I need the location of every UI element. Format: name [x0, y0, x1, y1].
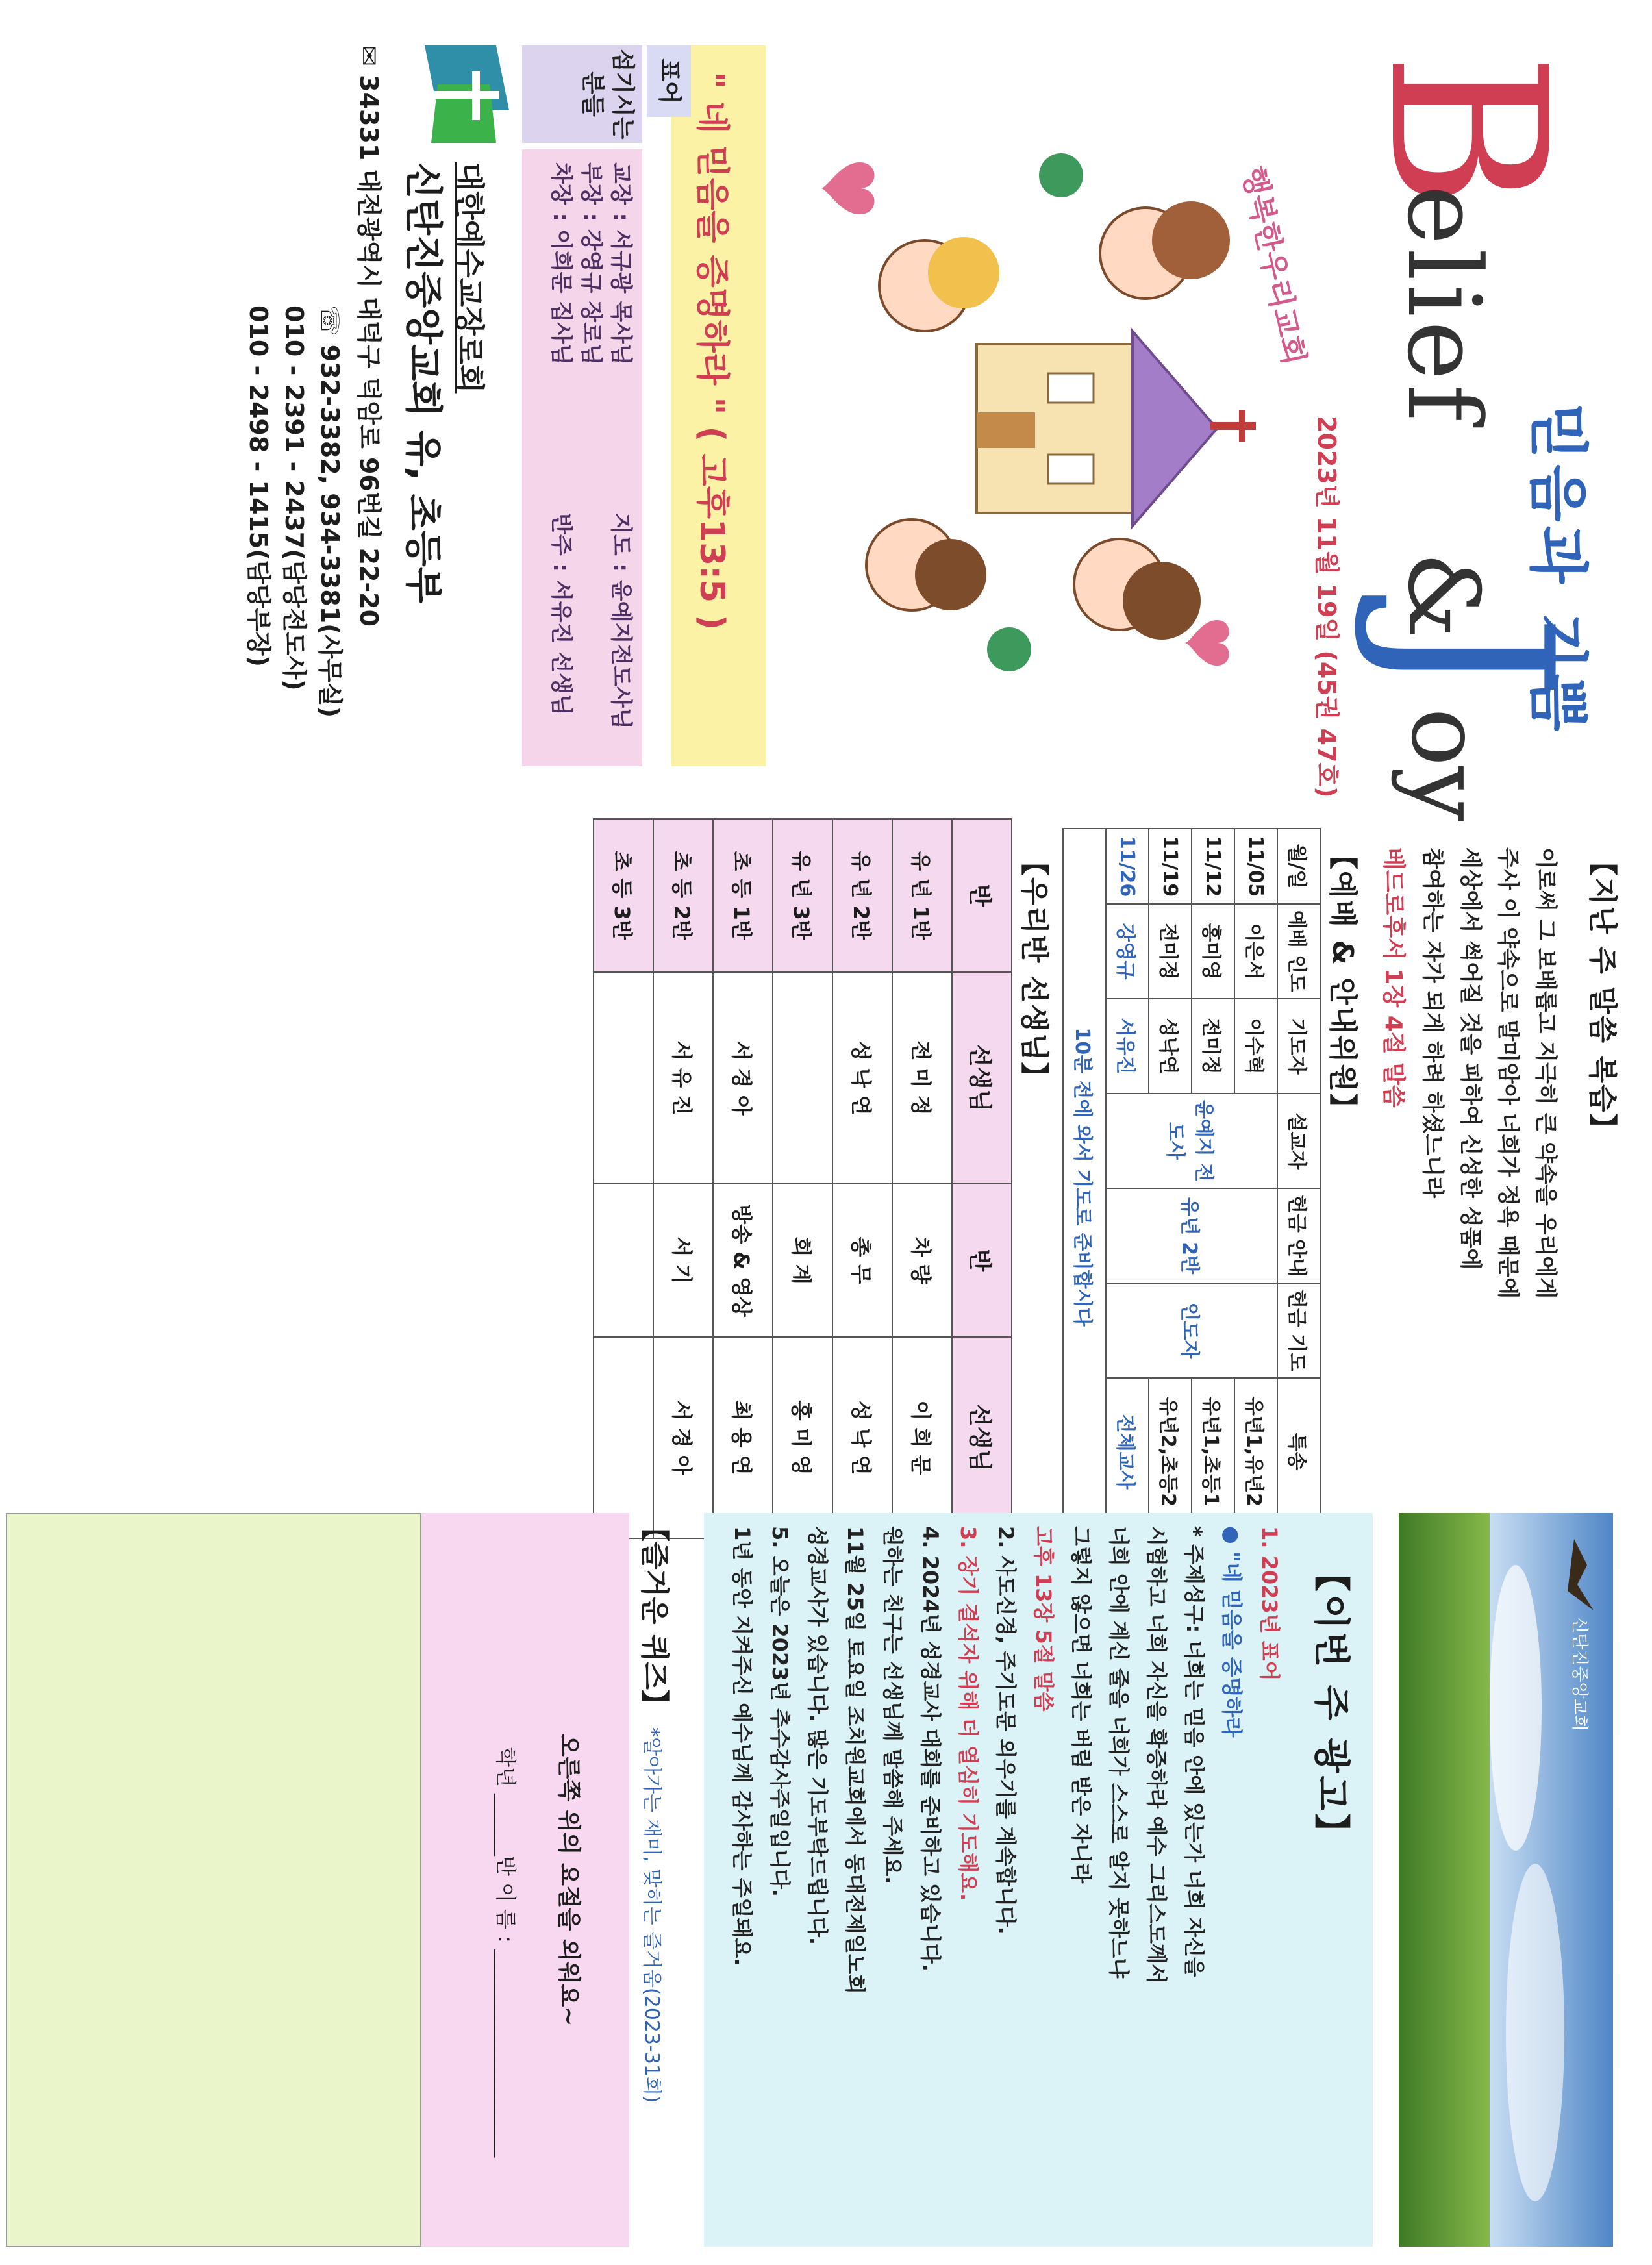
staff-row-2 [576, 162, 606, 753]
announcement-item: 1년 동안 지켜주신 예수님께 감사하는 주일돼요. [730, 1526, 755, 1966]
worship-title: 【예배 & 안내위원】 [1326, 841, 1359, 1123]
col-offering-guide: 헌금 안내 [1277, 1188, 1320, 1283]
cell-leader: 홍미영 [1192, 904, 1234, 999]
announcement-item: 고후 13장 5절 말씀 [1031, 1526, 1056, 1712]
table-row [653, 819, 713, 1538]
cell-role: 차 량 [892, 1184, 952, 1337]
yearly-verse: " 네 믿음을 증명하라 " ( 고후13:5 ) [692, 71, 731, 631]
church-logo-icon [425, 45, 509, 143]
phone-evangelist: 010 - 2391 - 2437(담당전도사) [280, 305, 308, 691]
staff-row-1 [606, 162, 636, 753]
announcement-item: 시험하고 너희 자신을 확증하라 예수 그리스도께서 [1144, 1526, 1169, 1984]
review-reference: 베드로후서 1장 4절 말씀 [1380, 847, 1407, 1108]
issue-date: 2023년 11월 19일 (45권 47호) [1312, 416, 1341, 798]
korean-title: 믿음과 기쁨 [1523, 403, 1592, 736]
banner-caption: 신탄진중앙교회 [1570, 1617, 1589, 1731]
announcement-list [723, 1526, 1288, 2234]
staff-row-3 [546, 162, 576, 753]
teacher-title: 【우리반 선생님】 [1018, 847, 1051, 1092]
col-special-song: 특송 [1277, 1378, 1320, 1525]
col-role: 반 [952, 1184, 1012, 1337]
table-row [832, 819, 892, 1538]
col-date: 월/일 [1277, 829, 1320, 904]
cell-date: 11/12 [1192, 829, 1234, 904]
cell-role-teacher: 서 경 아 [653, 1337, 713, 1538]
quiz-title: 【즐거운 퀴즈】 [638, 1513, 671, 1718]
announcement-title: 【이번 주 광고】 [1310, 1555, 1352, 1853]
cell-teacher [594, 972, 653, 1184]
review-line: 주사 이 약속으로 말미암아 너희가 정욕 때문에 [1495, 847, 1521, 1299]
col-preacher: 설교자 [1277, 1094, 1320, 1188]
cell-special-song: 전체교사 [1106, 1378, 1149, 1525]
worship-notice: 10분 전에 와서 기도로 준비합시다 [1063, 829, 1106, 1525]
review-line: 이로써 그 보배롭고 지극히 큰 약속을 우리에게 [1533, 847, 1558, 1299]
cell-preacher: 윤예지 전도사 [1106, 1094, 1277, 1188]
table-header-row [952, 819, 1012, 1538]
cell-class: 초 등 2반 [653, 819, 713, 972]
cell-offering-guide: 유년 2반 [1106, 1188, 1277, 1283]
cell-special-song: 유년2,초등2 [1149, 1378, 1192, 1525]
cell-class: 유 년 2반 [832, 819, 892, 972]
announcement-item: 너희 안에 계신 줄을 너희가 스스로 알지 못하느냐 [1107, 1526, 1131, 1979]
phone-office: ☏ 932-3382, 934-3381(사무실) [316, 305, 344, 718]
cell-leader: 강영규 [1106, 904, 1149, 999]
cell-date: 11/19 [1149, 829, 1192, 904]
table-row [594, 819, 653, 1538]
announcement-item: 3. 장기 결석자 위해 더 열심히 기도해요. [956, 1526, 981, 1901]
cell-teacher: 서 경 아 [713, 972, 773, 1184]
cell-role-teacher: 이 희 문 [892, 1337, 952, 1538]
quiz-instruction-box [421, 1513, 629, 2247]
review-title: 【지난 주 말씀 복습】 [1586, 847, 1619, 1144]
announcement-item: ● "네 믿음을 증명하라 [1220, 1526, 1244, 1738]
staff-head: 부장 : 강영규 장로님 [578, 162, 604, 365]
notice-row [1063, 829, 1106, 1525]
cell-role: 총 무 [832, 1184, 892, 1337]
cell-role-teacher [594, 1337, 653, 1538]
review-line: 참여하는 자가 되게 하려 하셨느니라 [1420, 847, 1446, 1199]
cell-prayer: 전미정 [1192, 999, 1234, 1094]
quiz-subtitle: *알아가는 재미, 맞히는 즐거움(2023-31회) [640, 1727, 663, 2103]
cell-role-teacher: 성 낙 연 [832, 1337, 892, 1538]
cell-role: 회 계 [773, 1184, 832, 1337]
verse-band [671, 45, 766, 766]
announcement-item: 그렇지 않으면 너희는 버림 받은 자니라 [1069, 1526, 1094, 1884]
review-line: 세상에서 썩어질 것을 피하여 신성한 성품에 [1457, 847, 1483, 1270]
address: ✉ 34331 대전광역시 대덕구 덕암로 96번길 22-20 [355, 45, 383, 627]
cell-leader: 전미정 [1149, 904, 1192, 999]
cell-role: 서 기 [653, 1184, 713, 1337]
teacher-table [593, 818, 1012, 1539]
church-illustration [795, 117, 1312, 701]
title-letter-b: B [1342, 52, 1592, 210]
quiz-answer-area[interactable] [6, 1513, 421, 2247]
col-class: 반 [952, 819, 1012, 972]
title-oy: oy [1390, 708, 1503, 822]
table-row [773, 819, 832, 1538]
denomination: 대한예수교장로회 [452, 162, 487, 394]
title-elief: elief [1385, 185, 1503, 425]
col-teacher: 선생님 [952, 972, 1012, 1184]
table-row [1234, 829, 1277, 1525]
table-header-row [1277, 829, 1320, 1525]
motto-label: 표어 [647, 45, 691, 117]
quiz-name-field[interactable]: 학년 ______반 이 름 : ____________________ [494, 1747, 518, 2158]
cell-role [594, 1184, 653, 1337]
announcement-item: 4. 2024년 성경교사 대회를 준비하고 있습니다. [918, 1526, 943, 1971]
cell-class: 유 년 3반 [773, 819, 832, 972]
staff-accompanist: 반주 : 서유진 선생님 [548, 513, 574, 716]
cell-prayer: 서유진 [1106, 999, 1149, 1094]
cell-date: 11/26 [1106, 829, 1149, 904]
cell-special-song: 유년1,유년2 [1234, 1378, 1277, 1525]
announcement-item: 성경교사가 있습니다. 많은 기도부탁드립니다. [805, 1526, 830, 1946]
col-offering-prayer: 헌금 기도 [1277, 1283, 1320, 1378]
cell-prayer: 이수혁 [1234, 999, 1277, 1094]
col-leader: 예배 인도 [1277, 904, 1320, 999]
staff-guide: 지도 : 윤예지전도사님 [608, 513, 634, 729]
worship-table [1062, 828, 1321, 1526]
announcement-item: * 주제성구: 너희는 믿음 안에 있는가 너희 자신을 [1182, 1526, 1207, 1977]
cell-date: 11/05 [1234, 829, 1277, 904]
cell-role-teacher: 최 용 연 [713, 1337, 773, 1538]
announcement-item: 11월 25일 토요일 조치원교회에서 동대전제일노회 [843, 1526, 868, 1994]
col-role-teacher: 선생님 [952, 1337, 1012, 1538]
table-row [892, 819, 952, 1538]
cell-prayer: 성낙연 [1149, 999, 1192, 1094]
cell-leader: 이은서 [1234, 904, 1277, 999]
cell-teacher: 성 낙 연 [832, 972, 892, 1184]
review-text [1414, 847, 1564, 1299]
illustration-caption: 행복한우리교회 [1236, 163, 1312, 368]
col-prayer: 기도자 [1277, 999, 1320, 1094]
cell-role-teacher: 홍 미 영 [773, 1337, 832, 1538]
title-letter-j: J [1349, 614, 1598, 700]
announcement-item: 5. 오늘은 2023년 추수감사주일입니다. [768, 1526, 792, 1897]
phone-head: 010 - 2498 - 1415(담당부장) [244, 305, 273, 667]
table-row [713, 819, 773, 1538]
church-name: 신탄진중앙교회 유, 초등부 [401, 162, 445, 603]
cell-class: 초 등 1반 [713, 819, 773, 972]
cell-offering-prayer: 인도자 [1106, 1283, 1277, 1378]
cell-special-song: 유년1,초등1 [1192, 1378, 1234, 1525]
announcement-item: 1. 2023년 표어 [1257, 1526, 1282, 1681]
staff-principal: 교장 : 서규광 목사님 [608, 162, 634, 365]
cell-teacher: 전 미 정 [892, 972, 952, 1184]
staff-list [522, 149, 642, 766]
staff-header: 섬기시는분들 [522, 45, 642, 143]
cell-teacher [773, 972, 832, 1184]
title-ampersand: & [1386, 552, 1499, 639]
cell-teacher: 서 유 진 [653, 972, 713, 1184]
landscape-banner [1399, 1513, 1613, 2247]
cell-role: 방송 & 영상 [713, 1184, 773, 1337]
cell-class: 유 년 1반 [892, 819, 952, 972]
announcement-item: 원하는 친구는 선생님께 말씀해 주세요. [881, 1526, 905, 1884]
staff-deputy: 차장 : 이희문 집사님 [548, 162, 574, 365]
cell-class: 초 등 3반 [594, 819, 653, 972]
announcement-item: 2. 사도신경, 주기도문 외우기를 계속합니다. [994, 1526, 1018, 1934]
quiz-instruction: 오른쪽 위의 요절을 외워요~ [555, 1734, 582, 2027]
